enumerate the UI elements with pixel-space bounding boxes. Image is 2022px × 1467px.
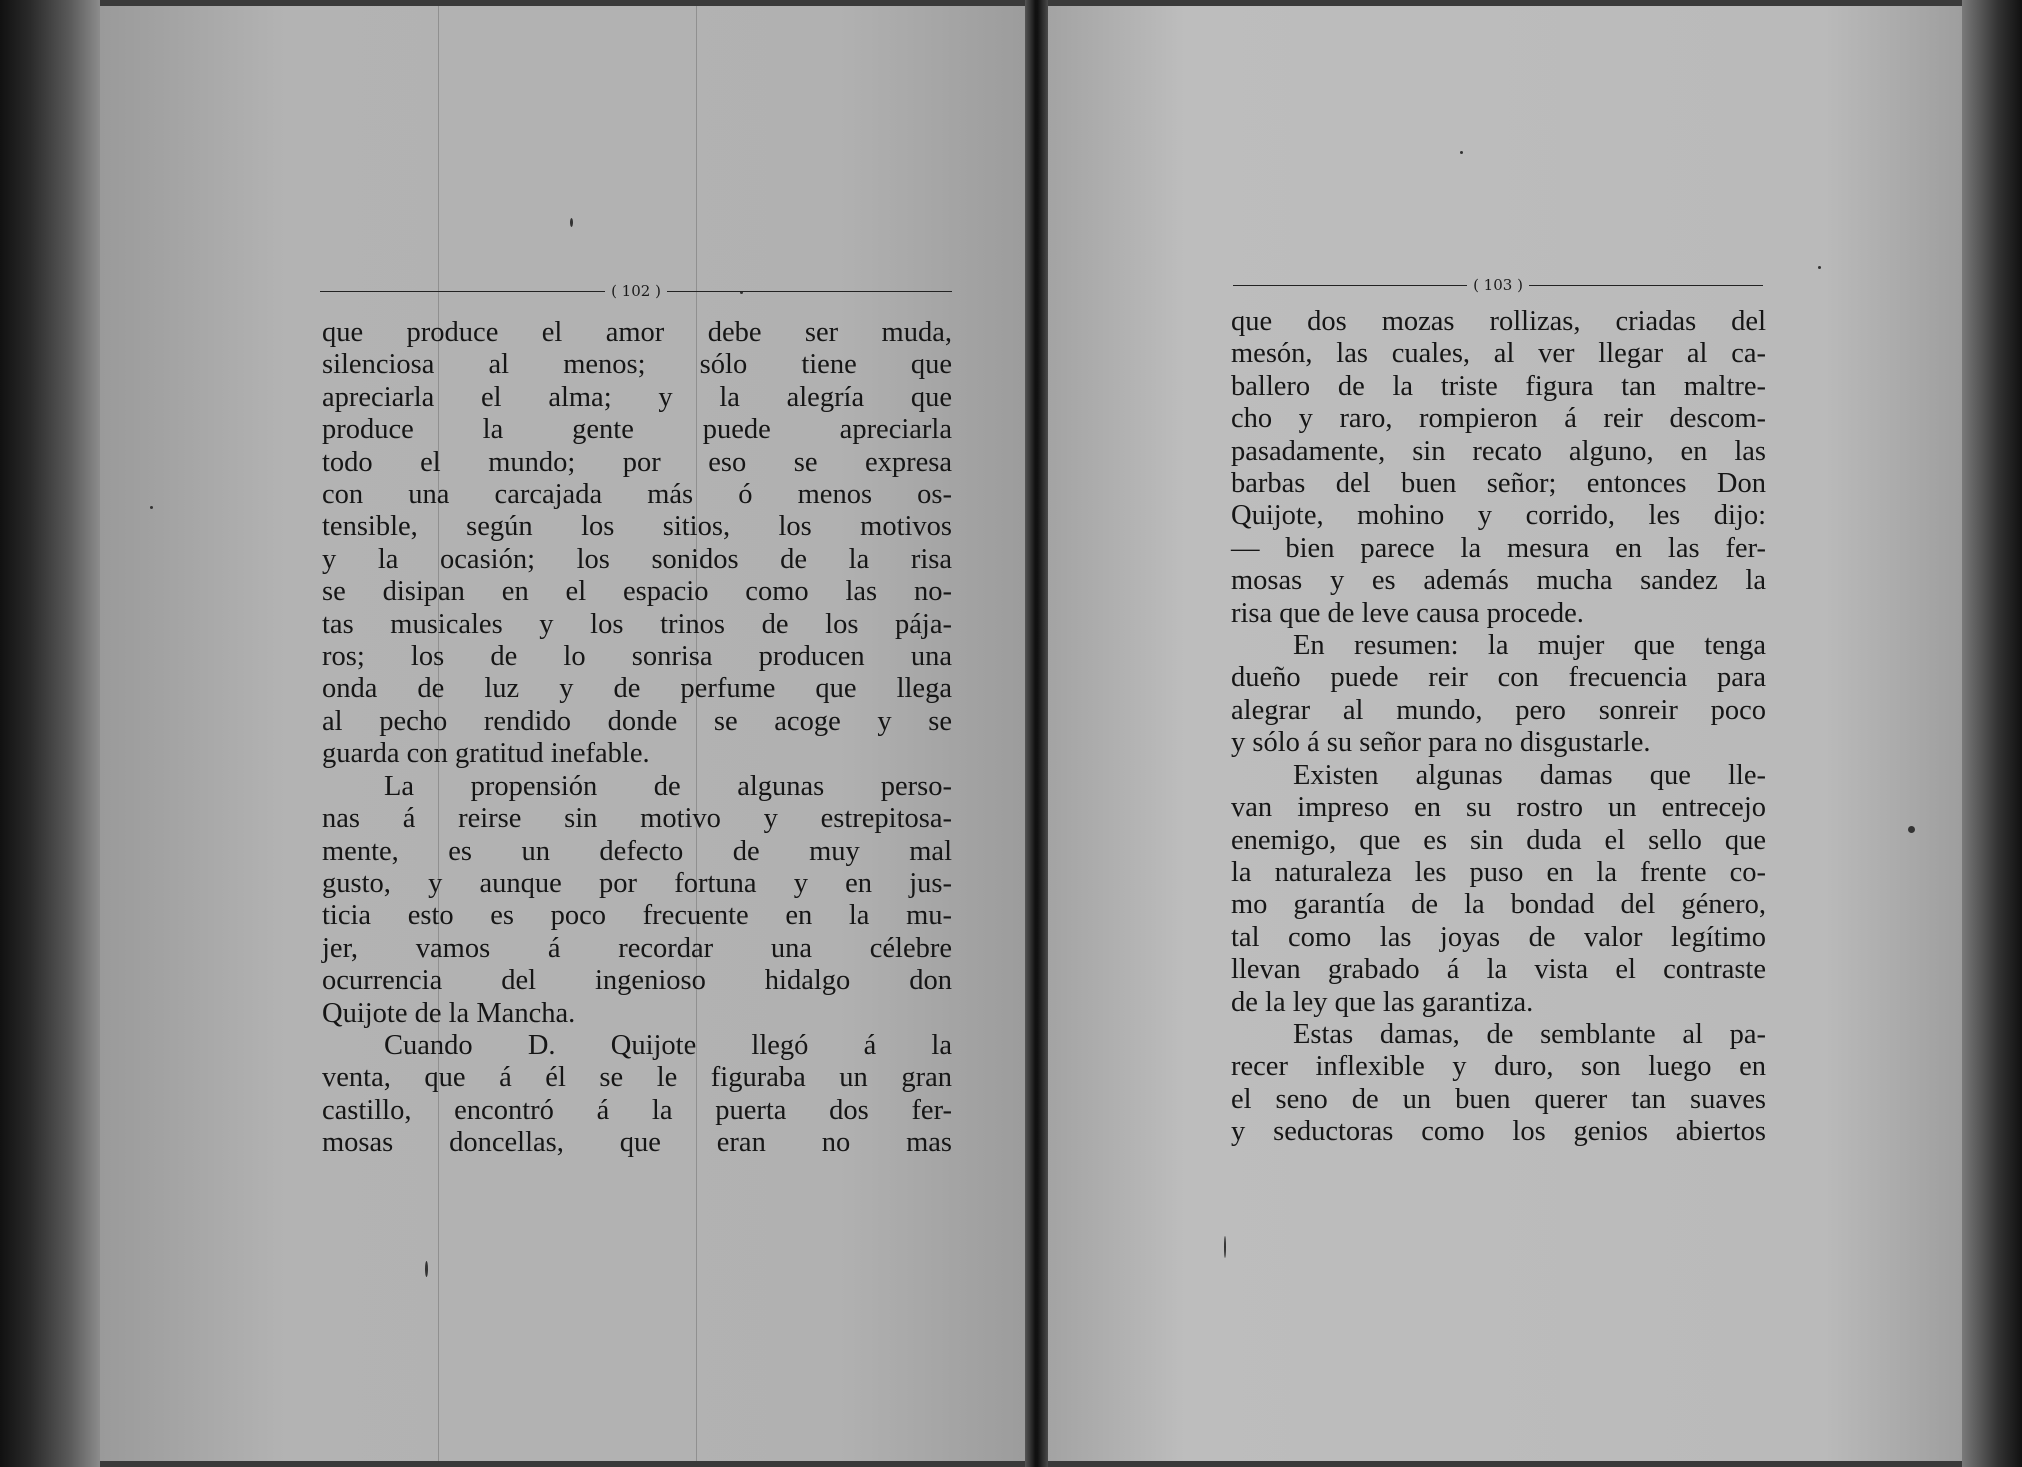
text-line: el seno de un buen querer tan suaves — [1231, 1083, 1766, 1115]
text-line: van impreso en su rostro un entrecejo — [1231, 792, 1766, 824]
text-line: y seductoras como los genios abiertos — [1231, 1116, 1766, 1148]
text-line: Quijote de la Mancha. — [322, 997, 576, 1029]
text-line: tas musicales y los trinos de los pája- — [322, 608, 952, 640]
text-line: jer, vamos á recordar una célebre — [322, 932, 952, 964]
left-binding-edge — [0, 0, 100, 1467]
text-line: ticia esto es poco frecuente en la mu- — [322, 900, 952, 932]
text-line: onda de luz y de perfume que llega — [322, 673, 952, 705]
text-line: silenciosa al menos; sólo tiene que — [322, 349, 952, 381]
text-line: venta, que á él se le figuraba un gran — [322, 1062, 952, 1094]
left-head-rule-left — [320, 291, 605, 292]
book-gutter — [1025, 0, 1048, 1467]
text-line: alegrar al mundo, pero sonreir poco — [1231, 694, 1766, 726]
left-page-text — [322, 317, 952, 1160]
text-line: produce la gente puede apreciarla — [322, 414, 952, 446]
right-head-rule-left — [1233, 285, 1467, 286]
text-line: Estas damas, de semblante al pa- — [1293, 1018, 1766, 1050]
right-page-number: ( 103 ) — [1473, 276, 1523, 294]
text-line: apreciarla el alma; y la alegría que — [322, 381, 952, 413]
text-line: mosas y es además mucha sandez la — [1231, 565, 1766, 597]
left-page — [100, 6, 1025, 1461]
text-line: pasadamente, sin recato alguno, en las — [1231, 435, 1766, 467]
left-running-head — [320, 282, 952, 300]
text-line: dueño puede reir con frecuencia para — [1231, 662, 1766, 694]
left-head-rule-right — [667, 291, 952, 292]
text-line: llevan grabado á la vista el contraste — [1231, 954, 1766, 986]
text-line: castillo, encontró á la puerta dos fer- — [322, 1094, 952, 1126]
text-line: enemigo, que es sin duda el sello que — [1231, 824, 1766, 856]
text-line: ballero de la triste figura tan maltre- — [1231, 370, 1766, 402]
text-line: La propensión de algunas perso- — [384, 770, 952, 802]
text-line: — bien parece la mesura en las fer- — [1231, 532, 1766, 564]
text-line: mesón, las cuales, al ver llegar al ca- — [1231, 338, 1766, 370]
text-line: Quijote, mohino y corrido, les dijo: — [1231, 500, 1766, 532]
right-running-head — [1233, 276, 1763, 294]
text-line: al pecho rendido donde se acoge y se — [322, 705, 952, 737]
text-line: todo el mundo; por eso se expresa — [322, 446, 952, 478]
text-line: gusto, y aunque por fortuna y en jus- — [322, 867, 952, 899]
text-line: ocurrencia del ingenioso hidalgo don — [322, 965, 952, 997]
text-line: mosas doncellas, que eran no mas — [322, 1127, 952, 1159]
text-line: tensible, según los sitios, los motivos — [322, 511, 952, 543]
text-line: Cuando D. Quijote llegó á la — [384, 1029, 952, 1061]
text-line: mente, es un defecto de muy mal — [322, 835, 952, 867]
text-line: risa que de leve causa procede. — [1231, 597, 1584, 629]
text-line: tal como las joyas de valor legítimo — [1231, 921, 1766, 953]
text-line: En resumen: la mujer que tenga — [1293, 630, 1766, 662]
text-line: con una carcajada más ó menos os- — [322, 479, 952, 511]
text-line: guarda con gratitud inefable. — [322, 738, 650, 770]
text-line: y sólo á su señor para no disgustarle. — [1231, 727, 1651, 759]
right-binding-edge — [1962, 0, 2022, 1467]
text-line: y la ocasión; los sonidos de la risa — [322, 543, 952, 575]
right-page — [1048, 6, 1962, 1461]
right-head-rule-right — [1529, 285, 1763, 286]
text-line: mo garantía de la bondad del género, — [1231, 889, 1766, 921]
text-line: recer inflexible y duro, son luego en — [1231, 1051, 1766, 1083]
text-line: cho y raro, rompieron á reir descom- — [1231, 403, 1766, 435]
text-line: barbas del buen señor; entonces Don — [1231, 468, 1766, 500]
left-page-number: ( 102 ) — [611, 282, 661, 300]
text-line: que produce el amor debe ser muda, — [322, 317, 952, 348]
text-line: la naturaleza les puso en la frente co- — [1231, 856, 1766, 888]
text-line: ros; los de lo sonrisa producen una — [322, 641, 952, 673]
text-line: Existen algunas damas que lle- — [1293, 759, 1766, 791]
text-line: nas á reirse sin motivo y estrepitosa- — [322, 803, 952, 835]
text-line: que dos mozas rollizas, criadas del — [1231, 306, 1766, 337]
text-line: se disipan en el espacio como las no- — [322, 576, 952, 608]
right-page-text — [1231, 306, 1766, 1149]
text-line: de la ley que las garantiza. — [1231, 986, 1534, 1018]
